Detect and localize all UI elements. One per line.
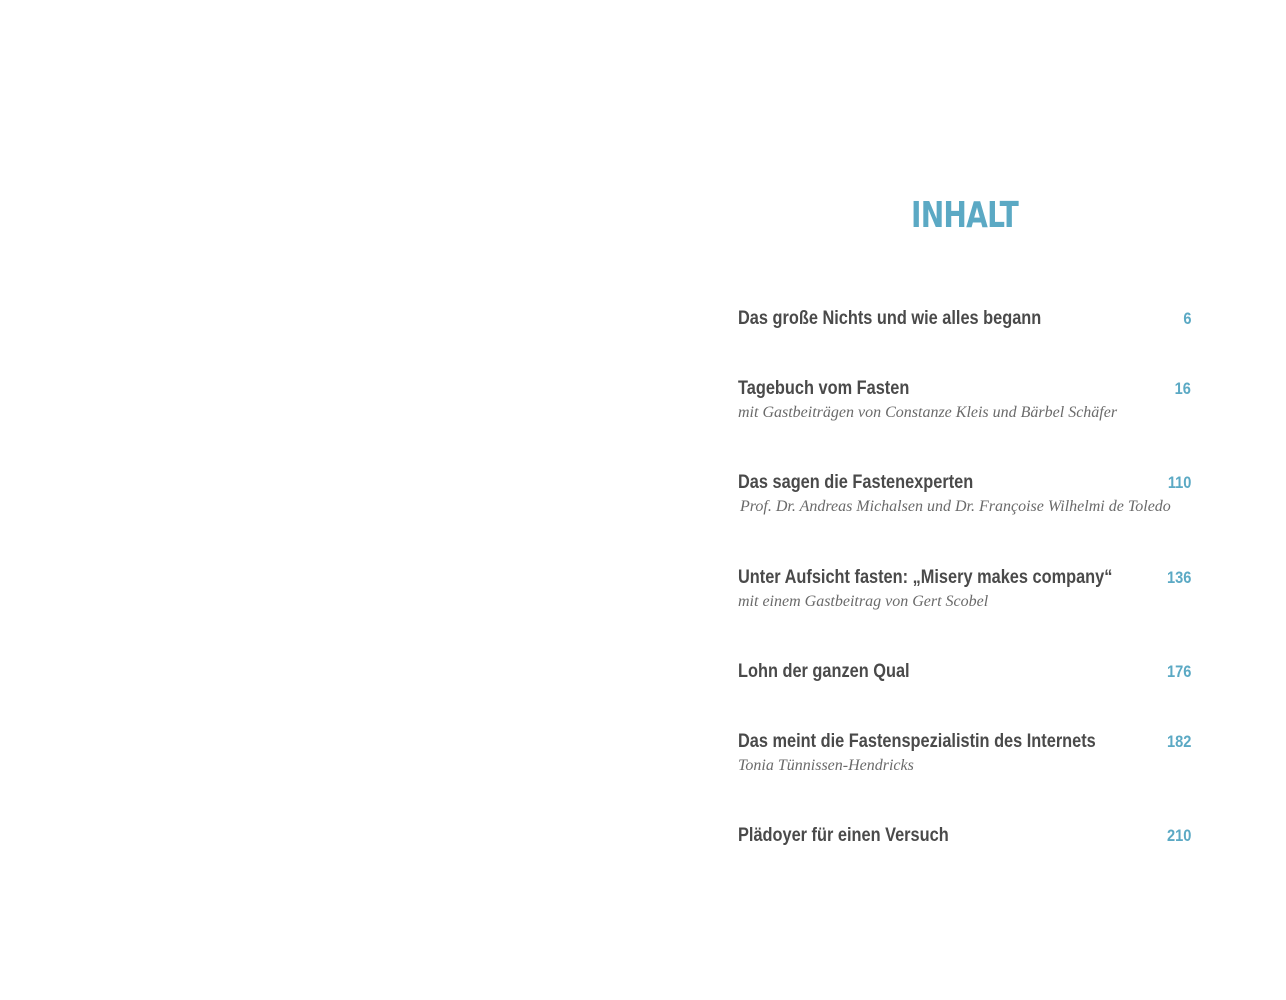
toc-entry-subtitle: Prof. Dr. Andreas Michalsen und Dr. Françoise Wilhelmi de Toledo — [740, 498, 1171, 515]
toc-entry-title: Das meint die Fastenspezialistin des Internets — [738, 731, 1096, 752]
toc-entry-page: 210 — [1166, 826, 1191, 845]
toc-entry — [738, 306, 1191, 332]
toc-title: INHALT — [911, 195, 1018, 236]
toc-entry-title: Unter Aufsicht fasten: „Misery makes company“ — [738, 567, 1113, 588]
toc-entry-page: 16 — [1174, 379, 1191, 398]
toc-entry-page: 182 — [1166, 732, 1191, 751]
toc-entry-page: 6 — [1182, 309, 1191, 328]
toc-entry — [738, 659, 1191, 685]
toc-entry-row — [738, 565, 1191, 591]
toc-entry-title: Tagebuch vom Fasten — [738, 378, 910, 399]
toc-entry-subtitle: mit einem Gastbeitrag von Gert Scobel — [738, 593, 989, 610]
toc-entry — [738, 376, 1191, 424]
toc-entry-row — [738, 376, 1191, 402]
toc-entry-row — [738, 823, 1191, 849]
toc-entry — [738, 565, 1191, 613]
toc-entry-row — [738, 729, 1191, 755]
toc-entry-page: 110 — [1167, 473, 1191, 492]
toc-entry-row — [738, 470, 1191, 496]
toc-entry — [738, 729, 1191, 777]
toc-entry-title: Plädoyer für einen Versuch — [738, 825, 949, 846]
toc-entry-row — [738, 659, 1191, 685]
toc-entry-subtitle: Tonia Tünnissen-Hendricks — [738, 757, 914, 774]
toc-entry — [738, 823, 1191, 849]
toc-entry — [738, 470, 1191, 518]
toc-entry-page: 176 — [1166, 662, 1191, 681]
toc-entry-title: Das große Nichts und wie alles begann — [738, 308, 1042, 329]
toc-entry-row — [738, 306, 1191, 332]
toc-entry-page: 136 — [1166, 568, 1191, 587]
toc-entry-title: Lohn der ganzen Qual — [738, 661, 910, 682]
toc-entry-title: Das sagen die Fastenexperten — [738, 472, 974, 493]
toc-entry-subtitle: mit Gastbeiträgen von Constanze Kleis und Bärbel Schäfer — [738, 404, 1118, 421]
